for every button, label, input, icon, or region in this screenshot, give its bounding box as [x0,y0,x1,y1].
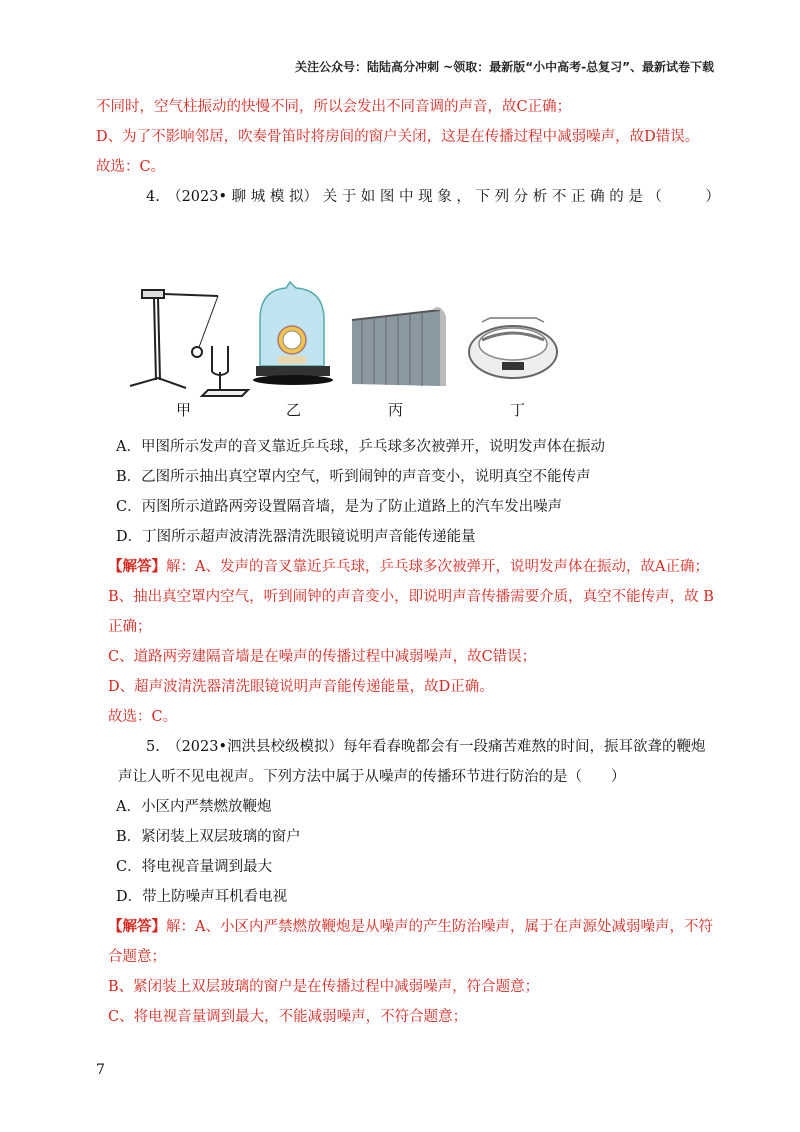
figure-yi-bell-jar [253,282,333,385]
q4-solution-b2: 正确； [108,619,152,635]
q5-solution-b: B、紧闭装上双层玻璃的窗户是在传播过程中减弱噪声，符合题意； [108,979,540,995]
q4-solution-a-text: 解：A、发声的音叉靠近乒乓球，乒乓球多次被弹开，说明发声体在振动，故A正确； [166,559,709,575]
figure-label-ding: 丁 [510,401,526,419]
q4-option-c: C．丙图所示道路两旁设置隔音墙，是为了防止道路上的汽车发出噪声 [116,499,563,515]
q5-solution-a1 [108,917,713,937]
q4-figure [118,280,558,420]
figure-label-yi: 乙 [286,401,302,419]
q5-option-c: C．将电视音量调到最大 [116,859,273,875]
q5-option-d: D．带上防噪声耳机看电视 [116,889,288,905]
q4-solution-a [108,557,709,577]
q5-solution-c: C、将电视音量调到最大，不能减弱噪声，不符合题意； [108,1009,468,1025]
q4-option-b: B．乙图所示抽出真空罩内空气，听到闹钟的声音变小，说明真空不能传声 [116,469,591,485]
prev-solution-line1: 不同时，空气柱振动的快慢不同，所以会发出不同音调的声音，故C正确； [96,99,572,115]
q4-solution-b1: B、抽出真空罩内空气，听到闹钟的声音变小，即说明声音传播需要介质，真空不能传声，故 B [108,589,714,605]
figure-bing-sound-barrier [352,307,446,386]
q5-solution-a2: 合题意； [108,949,166,965]
q4-solution-c: C、道路两旁建隔音墙是在噪声的传播过程中减弱噪声，故C错误； [108,649,537,665]
q4-solution-d: D、超声波清洗器清洗眼镜说明声音能传递能量，故D正确。 [108,679,494,695]
q5-option-b: B．紧闭装上双层玻璃的窗户 [116,829,301,845]
q4-option-a: A．甲图所示发声的音叉靠近乒乓球，乒乓球多次被弹开，说明发声体在振动 [116,439,605,455]
figure-jia-tuning-fork [130,290,248,396]
q4-stem: 4. （2023• 聊 城 模 拟） 关 于 如 图 中 现 象 ， 下 列 分 析 不 正 确 的 是 （ ） [146,189,720,205]
q5-option-a: A．小区内严禁燃放鞭炮 [116,799,272,815]
prev-solution-line2: D、为了不影响邻居，吹奏骨笛时将房间的窗户关闭，这是在传播过程中减弱噪声，故D错误。 [96,129,700,145]
q4-option-d: D．丁图所示超声波清洗器清洗眼镜说明声音能传递能量 [116,529,476,545]
q5-stem-line2: 声让人听不见电视声。下列方法中属于从噪声的传播环节进行防治的是（ ） [118,769,626,785]
figure-label-bing: 丙 [388,401,404,419]
q5-solution-a1-text: 解：A、小区内严禁燃放鞭炮是从噪声的产生防治噪声，属于在声源处减弱噪声，不符 [166,919,713,935]
q5-solution-tag: 【解答】 [108,918,166,935]
q5-stem-line1: 5. （2023•泗洪县校级模拟）每年看春晚都会有一段痛苦难熬的时间，振耳欲聋的鞭炮 [146,739,706,755]
page-header: 关注公众号：陆陆高分冲刺 ~领取：最新版“小中高考-总复习”、最新试卷下载 [295,60,714,74]
figure-ding-ultrasonic-cleaner [469,318,557,378]
q4-solution-tag: 【解答】 [108,558,166,575]
figure-label-jia: 甲 [176,401,192,419]
page-number: 7 [96,1062,105,1078]
q4-answer: 故选：C。 [108,709,178,725]
prev-answer: 故选：C。 [96,159,166,175]
